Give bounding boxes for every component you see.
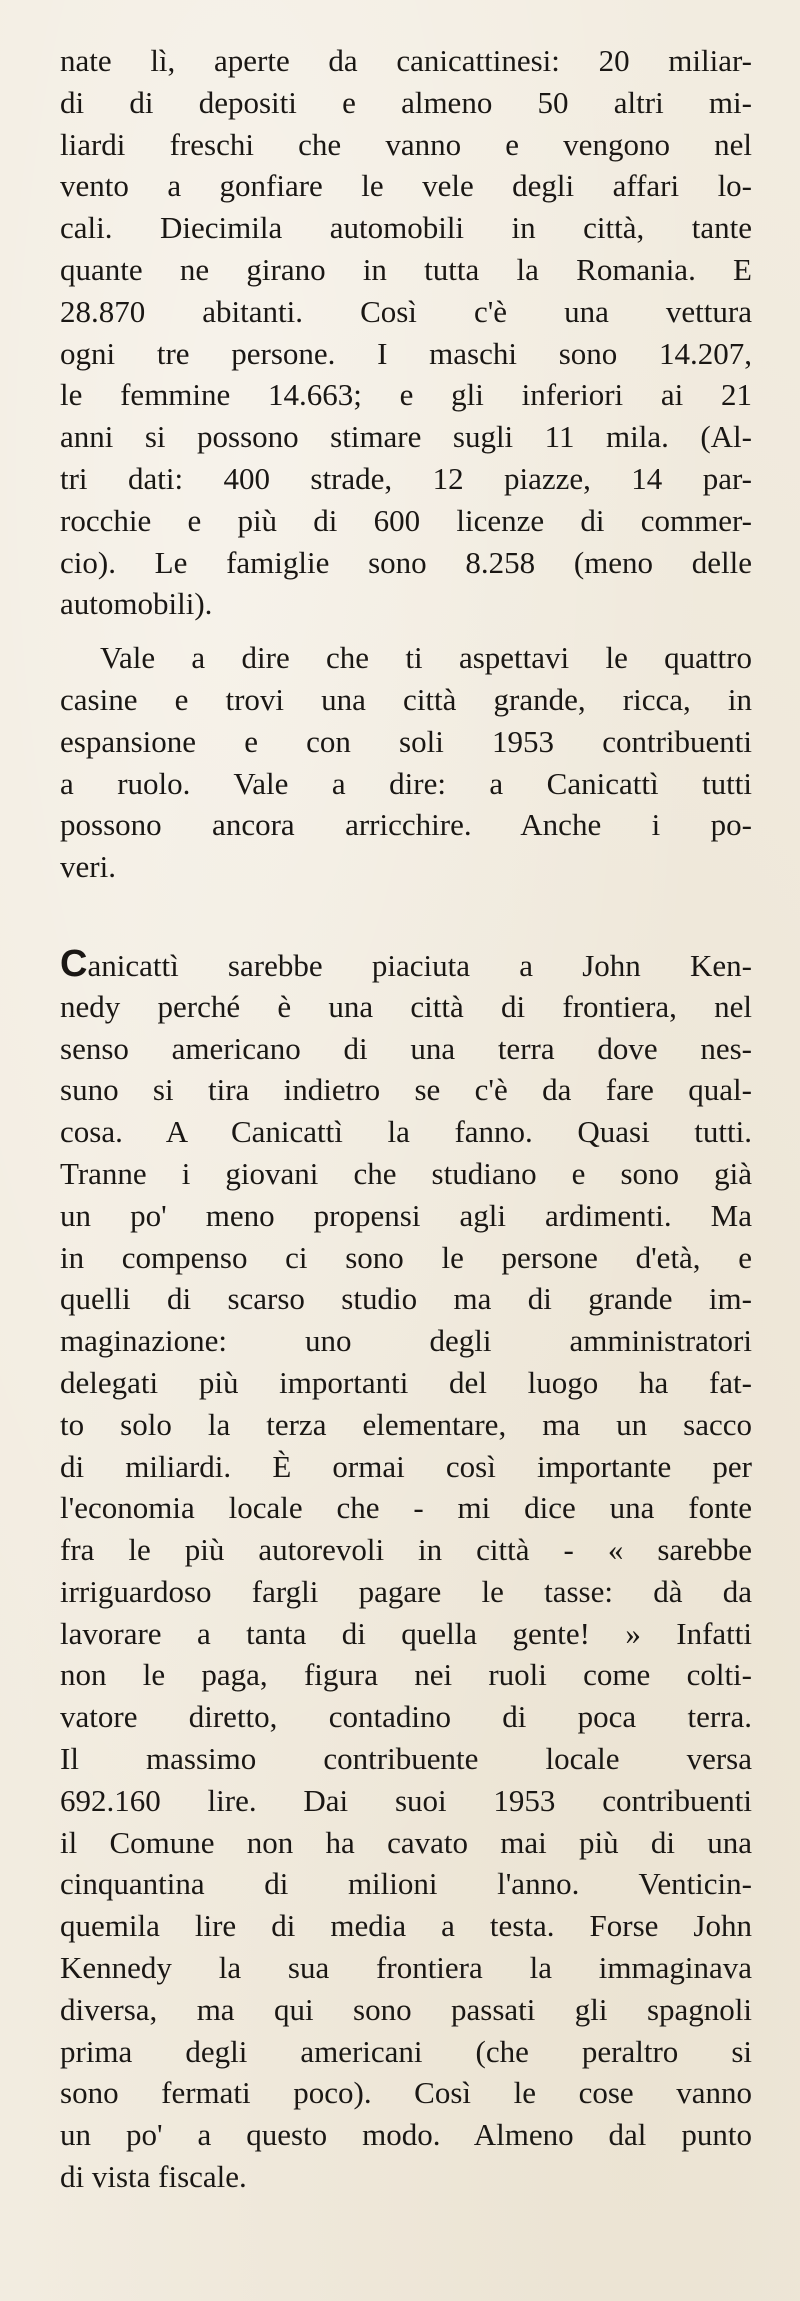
- first-line-rest: anicattì sarebbe piaciuta a John Ken-: [87, 947, 752, 983]
- text-line: irriguardoso fargli pagare le tasse: dà da: [60, 1573, 752, 1609]
- paragraph-3: [60, 944, 752, 2198]
- text-line: casine e trovi una città grande, ricca, in: [60, 681, 752, 717]
- text-line: tri dati: 400 strade, 12 piazze, 14 par-: [60, 460, 752, 496]
- text-line: vento a gonfiare le vele degli affari lo-: [60, 168, 752, 204]
- text-line: l'economia locale che - mi dice una fonte: [60, 1490, 752, 1526]
- text-line: maginazione: uno degli amministratori: [60, 1323, 752, 1359]
- text-line: ogni tre persone. I maschi sono 14.207,: [60, 335, 752, 371]
- text-line: il Comune non ha cavato mai più di una: [60, 1824, 752, 1860]
- text-line: liardi freschi che vanno e vengono nel: [60, 126, 752, 162]
- text-line: quemila lire di media a testa. Forse John: [60, 1908, 752, 1944]
- text-line: Vale a dire che ti aspettavi le quattro: [100, 640, 752, 676]
- text-line: rocchie e più di 600 licenze di commer-: [60, 502, 752, 538]
- text-line: cio). Le famiglie sono 8.258 (meno delle: [60, 544, 752, 580]
- text-line: nate lì, aperte da canicattinesi: 20 miliar-: [60, 43, 752, 78]
- text-line: cinquantina di milioni l'anno. Venticin-: [60, 1866, 752, 1902]
- text-line: un po' a questo modo. Almeno dal punto: [60, 2117, 752, 2153]
- text-line: di miliardi. È ormai così importante per: [60, 1448, 752, 1484]
- text-line: non le paga, figura nei ruoli come colti-: [60, 1657, 752, 1693]
- text-line: un po' meno propensi agli ardimenti. Ma: [60, 1197, 752, 1233]
- text-line: le femmine 14.663; e gli inferiori ai 21: [60, 377, 752, 413]
- article-column: [60, 40, 752, 2198]
- text-line: diversa, ma qui sono passati gli spagnoli: [60, 1991, 752, 2027]
- text-line: veri.: [60, 849, 116, 885]
- text-line: Kennedy la sua frontiera la immaginava: [60, 1950, 752, 1986]
- text-line: sono fermati poco). Così le cose vanno: [60, 2075, 752, 2111]
- text-line: a ruolo. Vale a dire: a Canicattì tutti: [60, 765, 752, 801]
- text-line: senso americano di una terra dove nes-: [60, 1030, 752, 1066]
- text-line: in compenso ci sono le persone d'età, e: [60, 1239, 752, 1275]
- text-line: di di depositi e almeno 50 altri mi-: [60, 84, 752, 120]
- text-line: prima degli americani (che peraltro si: [60, 2033, 752, 2069]
- text-line: lavorare a tanta di quella gente! » Infatti: [60, 1615, 752, 1651]
- text-line: vatore diretto, contadino di poca terra.: [60, 1699, 752, 1735]
- text-line: delegati più importanti del luogo ha fat-: [60, 1364, 752, 1400]
- text-line: 28.870 abitanti. Così c'è una vettura: [60, 293, 752, 329]
- text-line: di vista fiscale.: [60, 2159, 247, 2195]
- text-line: anni si possono stimare sugli 11 mila. (Al-: [60, 419, 752, 455]
- paragraph-1: [60, 40, 752, 625]
- text-line: 692.160 lire. Dai suoi 1953 contribuenti: [60, 1782, 752, 1818]
- text-line: automobili).: [60, 586, 213, 622]
- text-line: to solo la terza elementare, ma un sacco: [60, 1406, 752, 1442]
- text-line: cosa. A Canicattì la fanno. Quasi tutti.: [60, 1114, 752, 1150]
- text-line: cali. Diecimila automobili in città, tante: [60, 210, 752, 246]
- text-line-first: [60, 944, 752, 986]
- text-line: espansione e con soli 1953 contribuenti: [60, 723, 752, 759]
- text-line: fra le più autorevoli in città - « sarebbe: [60, 1532, 752, 1568]
- text-line: suno si tira indietro se c'è da fare qual-: [60, 1072, 752, 1108]
- text-line: quante ne girano in tutta la Romania. E: [60, 251, 752, 287]
- text-line: possono ancora arricchire. Anche i po-: [60, 807, 752, 843]
- paragraph-spacer: [60, 625, 752, 637]
- text-line: quelli di scarso studio ma di grande im-: [60, 1281, 752, 1317]
- text-line: nedy perché è una città di frontiera, nel: [60, 988, 752, 1024]
- section-spacer: [60, 888, 752, 944]
- text-line: Il massimo contribuente locale versa: [60, 1741, 752, 1777]
- text-line: Tranne i giovani che studiano e sono già: [60, 1155, 752, 1191]
- paragraph-2: [60, 637, 752, 888]
- drop-cap: C: [60, 942, 88, 985]
